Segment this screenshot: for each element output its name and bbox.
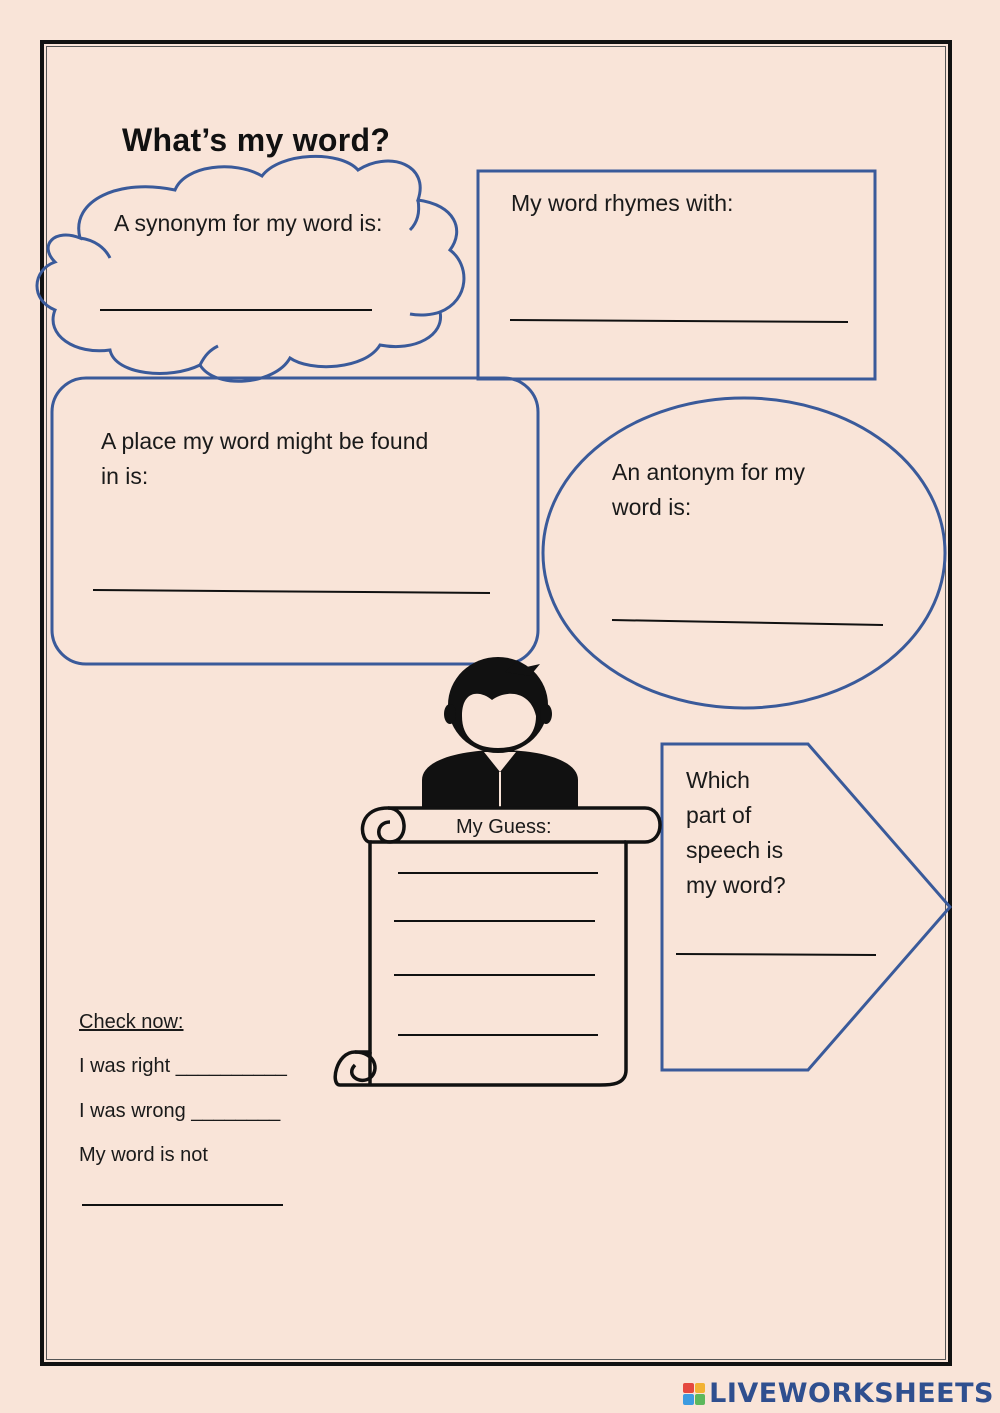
antonym-answer-line xyxy=(612,620,883,625)
place-box xyxy=(52,378,538,664)
speech-prompt-line-2: part of xyxy=(686,802,752,828)
speech-prompt-line-3: speech is xyxy=(686,837,784,863)
synonym-prompt: A synonym for my word is: xyxy=(114,210,383,236)
was-wrong-label: I was wrong ________ xyxy=(79,1100,281,1122)
antonym-ellipse xyxy=(543,398,945,708)
check-now-heading: Check now: xyxy=(79,1011,184,1033)
rhymes-answer-line xyxy=(510,320,848,322)
rhymes-prompt: My word rhymes with: xyxy=(511,190,734,216)
antonym-prompt-line-1: An antonym for my xyxy=(612,459,806,485)
speech-answer-line xyxy=(676,954,876,955)
worksheet-title: What’s my word? xyxy=(122,122,391,158)
speech-prompt-line-1: Which xyxy=(686,767,750,793)
place-prompt xyxy=(101,424,428,494)
place-prompt-line-1: A place my word might be found xyxy=(101,428,429,454)
synonym-cloud xyxy=(37,156,464,381)
speech-prompt xyxy=(686,763,786,903)
place-prompt-line-2: in is: xyxy=(101,463,149,489)
guess-scroll xyxy=(335,808,660,1085)
place-answer-line xyxy=(93,590,490,593)
antonym-prompt-line-2: word is: xyxy=(612,494,692,520)
guess-label: My Guess: xyxy=(456,816,552,838)
word-not-label: My word is not xyxy=(79,1144,208,1166)
person-icon xyxy=(422,657,578,808)
liveworksheets-watermark xyxy=(683,1378,994,1409)
antonym-prompt xyxy=(612,455,805,525)
was-right-label: I was right __________ xyxy=(79,1055,287,1077)
speech-prompt-line-4: my word? xyxy=(686,872,786,898)
watermark-text: LIVEWORKSHEETS xyxy=(709,1378,994,1409)
liveworksheets-logo-icon xyxy=(683,1383,705,1405)
